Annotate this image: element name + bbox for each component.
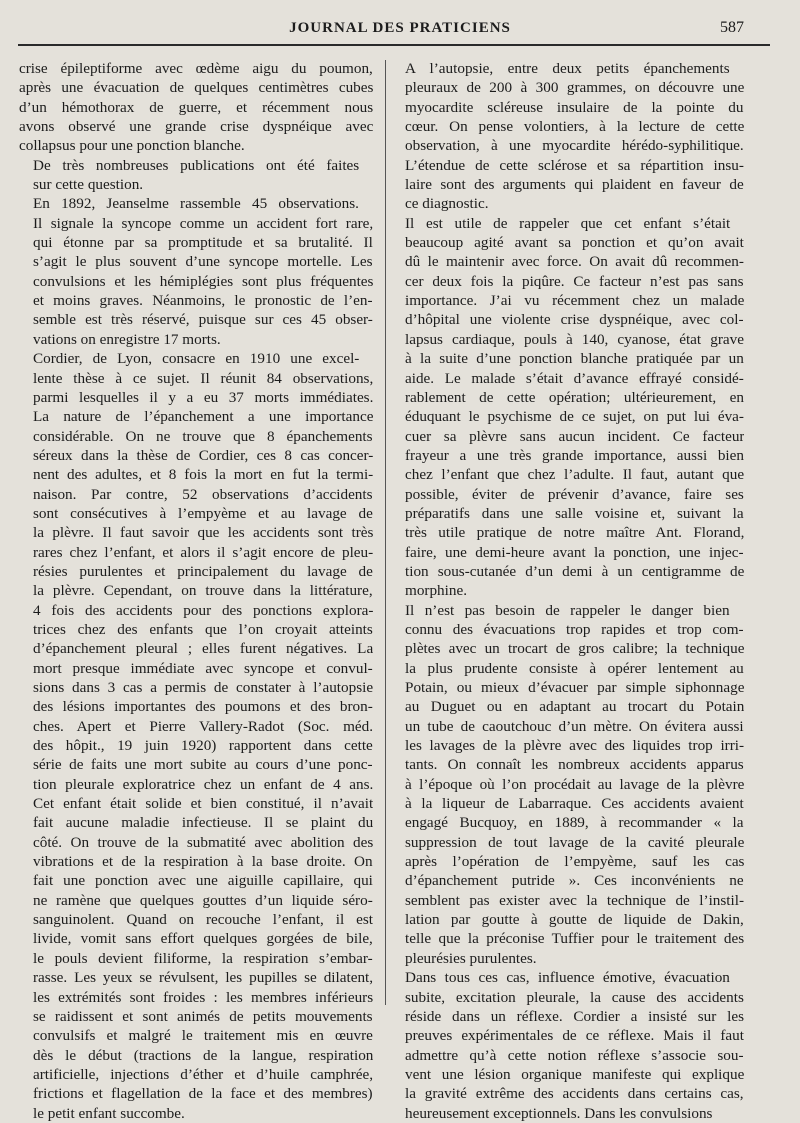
text-line: séreux dans la thèse de Cordier, ces 8 cas concer- bbox=[33, 446, 373, 464]
text-line: très utile pratique de notre maître Ant. Florand, bbox=[405, 524, 744, 542]
text-line: ne ramène que quelques gouttes d’un liquide séro- bbox=[33, 891, 373, 909]
text-line: qui étonne par sa promptitude et sa brutalité. Il bbox=[33, 234, 373, 252]
text-line: la plus prudente consiste à opérer lentement au bbox=[405, 659, 744, 677]
text-line: convulsifs et malgré le traitement mis en œuvre bbox=[33, 1027, 373, 1045]
text-line: éduquant le psychisme de ce sujet, on put lui éva- bbox=[405, 408, 744, 426]
text-line: importance. J’ai vu récemment chez un malade bbox=[405, 292, 744, 310]
text-line: sanguinolent. Quand on recouche l’enfant, il est bbox=[33, 911, 373, 929]
journal-title: JOURNAL DES PRATICIENS bbox=[289, 20, 511, 36]
header-rule bbox=[18, 44, 770, 46]
text-line: la plèvre. Cependant, on trouve dans la littérature, bbox=[33, 582, 373, 600]
text-line: chez l’enfant que chez l’adulte. Il faut, autant que bbox=[405, 466, 744, 484]
text-line: faire, une demi-heure avant la ponction, une injec- bbox=[405, 543, 744, 561]
text-line: fait une ponction avec une aiguille capillaire, qui bbox=[33, 872, 373, 890]
text-line: La nature de l’épanchement a une importance bbox=[33, 408, 373, 426]
text-line: convulsions et les hémiplégies sont plus fréquentes bbox=[33, 272, 373, 290]
text-line: d’épanchement pleural ; elles furent négatives. La bbox=[33, 640, 373, 658]
text-line: sions dans 3 cas a permis de constater à l’autopsie bbox=[33, 679, 373, 696]
text-line: cer deux fois la piqûre. Ce facteur n’est pas sans bbox=[405, 272, 744, 290]
text-line: considérable. On ne trouve que 8 épanchements bbox=[33, 427, 373, 445]
text-line: tion sous-cutanée d’un demi à un centigramme de bbox=[405, 562, 744, 580]
running-header bbox=[0, 14, 800, 44]
text-line: pleurésies purulentes. bbox=[405, 949, 537, 967]
text-line: tion pleurale exploratrice chez un enfant de 4 ans. bbox=[33, 775, 373, 793]
text-line: s’agit le plus souvent d’une syncope mortelle. Les bbox=[33, 253, 373, 271]
text-line: De très nombreuses publications ont été faites bbox=[33, 156, 360, 174]
text-line: et moins graves. Néanmoins, le pronostic de l’en- bbox=[33, 292, 373, 310]
text-line: livide, vomit sans effort quelques gorgées de bile, bbox=[33, 930, 373, 948]
text-line: lente thèse à ce sujet. Il réunit 84 observations, bbox=[33, 369, 373, 387]
text-line: après l’opération de l’empyème, sauf les cas bbox=[405, 853, 744, 871]
text-line: semble est très réservé, puisque sur ces 45 obser- bbox=[33, 311, 373, 329]
text-line: après une évacuation de quelques centimètres cubes bbox=[19, 79, 373, 97]
text-line: Il est utile de rappeler que cet enfant s’était bbox=[405, 214, 731, 232]
text-line: d’épanchement putride ». Ces inconvénients ne bbox=[405, 872, 744, 890]
text-line: se raidissent et sont animés de petits mouvements bbox=[33, 1007, 373, 1025]
text-line: frictions et flagellation de la face et des membres) bbox=[33, 1085, 373, 1103]
text-line: A l’autopsie, entre deux petits épanchements bbox=[405, 60, 730, 77]
text-line: la plèvre. Il faut savoir que les accidents sont très bbox=[33, 524, 373, 542]
text-line: vibrations et de la respiration à la base droite. On bbox=[33, 853, 373, 871]
text-line: frayeur a une très grande importance, aussi bien bbox=[405, 446, 744, 464]
text-line: artificielle, injections d’éther et d’huile camphrée, bbox=[33, 1065, 373, 1083]
text-line: myocardite scléreuse insulaire de la pointe du bbox=[405, 98, 744, 116]
text-line: résies purulentes et principalement du lavage de bbox=[33, 562, 373, 580]
text-line: admettre qu’à cette notion réflexe s’associe sou- bbox=[405, 1046, 744, 1064]
text-line: suppression de tout lavage de la cavité pleurale bbox=[405, 833, 744, 851]
text-line: les lavages de la plèvre avec des liquides trop irri- bbox=[405, 737, 744, 755]
text-line: sur cette question. bbox=[33, 176, 144, 194]
text-line: des hôpit., 19 juin 1920) rapportent dans cette bbox=[33, 737, 373, 755]
text-line: à la suite d’une ponction blanche pratiquée par un bbox=[405, 350, 744, 368]
right-column bbox=[391, 59, 744, 1123]
text-line: engagé Bucquoy, en 1889, à recommander « la bbox=[405, 814, 744, 832]
paragraph bbox=[391, 214, 744, 601]
text-line: le petit enfant succombe. bbox=[33, 1104, 185, 1122]
text-line: rablement de cette opération; ultérieurement, en bbox=[405, 388, 744, 406]
text-line: d’un hémothorax de guerre, et récemment nous bbox=[19, 98, 373, 116]
text-line: lation par goutte à goutte de liquide de Dakin, bbox=[405, 911, 744, 929]
text-line: crise épileptiforme avec œdème aigu du poumon, bbox=[19, 60, 373, 77]
text-line: preuves expérimentales de ce réflexe. Mais il faut bbox=[405, 1027, 744, 1045]
text-line: à la liqueur de Labarraque. Ces accidents avaient bbox=[405, 795, 744, 813]
text-line: Cet enfant était solide et bien constitué, il n’avait bbox=[33, 795, 373, 813]
text-line: trices chez des enfants que l’on croyait atteints bbox=[33, 620, 373, 638]
text-line: Il signale la syncope comme un accident fort rare, bbox=[33, 214, 373, 232]
text-line: observation, à une myocardite hérédo-syphilitique. bbox=[405, 137, 744, 155]
text-line: à l’époque où l’on procédait au lavage de la plèvre bbox=[405, 775, 744, 793]
text-line: lapsus cardiaque, pouls à 140, cyanose, état grave bbox=[405, 330, 744, 348]
text-line: les extrémités sont froides : les membres inférieurs bbox=[33, 988, 373, 1006]
text-line: 4 fois des accidents pour des ponctions explora- bbox=[33, 601, 373, 619]
text-line: possible, éviter de prévenir d’avance, faire ses bbox=[405, 485, 744, 503]
text-line: avons observé une grande crise dyspnéique avec bbox=[19, 118, 373, 136]
text-line: sont consécutives à l’empyème et au lavage de bbox=[33, 504, 373, 522]
page-number: 587 bbox=[720, 19, 744, 36]
text-line: cuer sa plèvre sans aucun incident. Ce facteur bbox=[405, 427, 744, 445]
text-line: parmi lesquelles il y a eu 37 morts immédiates. bbox=[33, 388, 373, 406]
paragraph bbox=[19, 194, 373, 349]
text-line: la gravité extrême des accidents dans certains cas, bbox=[405, 1085, 744, 1103]
text-line: le pouls devient filiforme, la respiration s’embar- bbox=[33, 949, 373, 967]
text-line: collapsus pour une ponction blanche. bbox=[19, 137, 245, 155]
text-line: série de faits une mort subite au cours d’une ponc- bbox=[33, 756, 373, 774]
text-line: Potain, ou mieux d’évacuer par simple siphonnage bbox=[405, 679, 744, 696]
text-line: un tube de caoutchouc d’un mètre. On évitera aussi bbox=[405, 717, 744, 735]
text-line: Il n’est pas besoin de rappeler le danger bien bbox=[405, 601, 730, 619]
text-line: vations on enregistre 17 morts. bbox=[33, 330, 221, 348]
text-line: pleuraux de 200 à 300 grammes, on découvre une bbox=[405, 79, 744, 97]
text-line: rasse. Les yeux se révulsent, les pupilles se dilatent, bbox=[33, 969, 373, 987]
text-line: nent des adultes, et 8 fois la mort en fut la termi- bbox=[33, 466, 373, 484]
text-line: plètes avec un trocart de gros calibre; la technique bbox=[405, 640, 744, 658]
text-line: semblent pas exister avec la technique de l’instil- bbox=[405, 891, 744, 909]
text-line: fait aucune maladie infectieuse. Il se plaint du bbox=[33, 814, 373, 832]
text-line: Cordier, de Lyon, consacre en 1910 une excel- bbox=[33, 350, 360, 368]
paragraph bbox=[19, 349, 373, 1123]
text-line: ce diagnostic. bbox=[405, 195, 489, 213]
paragraph bbox=[391, 59, 744, 214]
text-line: aide. Le malade s’était d’avance effrayé considé- bbox=[405, 369, 744, 387]
text-line: rares chez l’enfant, et alors il s’agit encore de pleu- bbox=[33, 543, 373, 561]
text-line: mort presque immédiate avec syncope et convul- bbox=[33, 659, 373, 677]
text-line: En 1892, Jeanselme rassemble 45 observations. bbox=[33, 195, 359, 213]
column-divider bbox=[385, 60, 386, 1005]
text-line: heureusement exceptionnels. Dans les convulsions bbox=[405, 1104, 713, 1122]
text-line: dû le maintenir avec force. On avait dû recommen- bbox=[405, 253, 744, 271]
text-line: côté. On trouve de la submatité avec abolition des bbox=[33, 833, 373, 851]
left-column bbox=[19, 59, 373, 1123]
paragraph bbox=[19, 59, 373, 156]
paragraph bbox=[19, 156, 373, 195]
text-line: préparatifs dans une salle voisine et, suivant la bbox=[405, 504, 744, 522]
text-line: L’étendue de cette sclérose et sa répartition insu- bbox=[405, 156, 744, 174]
text-line: cœur. On pense volontiers, à la lecture de cette bbox=[405, 118, 744, 136]
text-line: naison. Par contre, 52 observations d’accidents bbox=[33, 485, 373, 503]
paragraph bbox=[391, 968, 744, 1123]
text-line: morphine. bbox=[405, 582, 468, 600]
text-line: beaucoup agité avant sa ponction et qu’on avait bbox=[405, 234, 744, 252]
text-line: ches. Apert et Pierre Vallery-Radot (Soc. méd. bbox=[33, 717, 373, 735]
text-line: subite, excitation pleurale, la cause des accidents bbox=[405, 988, 744, 1006]
text-line: dès le début (tractions de la langue, respiration bbox=[33, 1046, 373, 1064]
paragraph bbox=[391, 601, 744, 969]
text-line: tants. On connaît les nombreux accidents apparus bbox=[405, 756, 744, 774]
text-line: au Duguet ou en adaptant au trocart du Potain bbox=[405, 698, 744, 716]
text-line: laire sont des arguments qui plaident en faveur de bbox=[405, 176, 744, 194]
text-line: telle que la préconise Tuffier pour le traitement des bbox=[405, 930, 744, 948]
text-line: d’hôpital une violente crise dyspnéique, avec col- bbox=[405, 311, 744, 329]
text-line: des lésions importantes des poumons et des bron- bbox=[33, 698, 373, 716]
text-line: réside dans un réflexe. Cordier a insisté sur les bbox=[405, 1007, 744, 1025]
text-line: connu des évacuations trop rapides et trop com- bbox=[405, 620, 744, 638]
text-line: Dans tous ces cas, influence émotive, évacuation bbox=[405, 969, 730, 987]
text-line: vent une lésion organique manifeste qui explique bbox=[405, 1065, 744, 1083]
